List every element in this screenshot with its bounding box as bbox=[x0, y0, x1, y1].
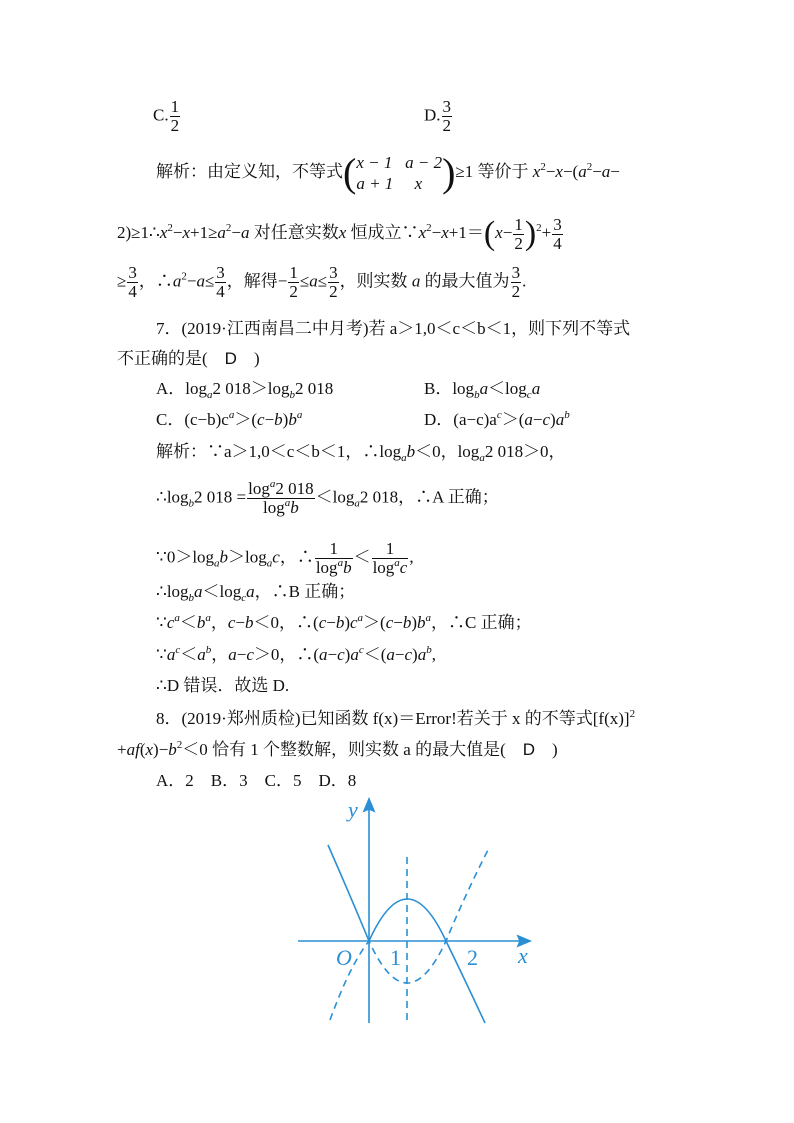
sol7-line6: $\because a^c<a^b$，a−c＞0，$\therefore(a-c)a^c<(a-c)a^b$, bbox=[156, 644, 436, 664]
sol7-line3: $\because 0>\log_ab>\log_ac$，∴ $\frac{1}{\log^ab}$ ＜ $\frac{1}{\log^ac}$ , bbox=[156, 539, 414, 577]
q7-stem: 7．(2019·江西南昌二中月考)若 a＞1,0＜c＜b＜1，则下列不等式 bbox=[156, 319, 631, 338]
x-label: x bbox=[518, 943, 528, 968]
prev-option-d: D. $\frac{3}{2}$ bbox=[424, 97, 452, 135]
q7-option-a: A．$\log_a2$ $018>\log_b2$ 018 bbox=[156, 379, 334, 401]
q7-option-d: D．$(a-c)a^c>(a-c)a^b$ bbox=[424, 409, 570, 429]
y-label: y bbox=[348, 797, 358, 822]
function-graph bbox=[290, 795, 540, 1025]
q8-stem: 8．(2019·郑州质检)已知函数 f(x)＝Error!若关于 x 的不等式$[f(x)]^2$ bbox=[156, 708, 636, 728]
q8-answer: D bbox=[522, 740, 536, 759]
sol6-line2: $2)\ge 1\therefore x^2-x+1\ge a^2-a$ 对任意实数x 恒成立$\because x^2-x+1=(x-$ $\frac{1}{2}$ )$^2$+ $\frac{3}{4}$ bbox=[117, 214, 562, 253]
sol7-line5: $\because c^a<b^a$，c−b＜0，$\therefore(c-b)c^a>(c-b)b^a$，∴C 正确； bbox=[156, 612, 532, 632]
q8-stem2: $+af(x)-b^2<0$ 恰有 1 个整数解，则实数 a 的最大值是( D ) bbox=[117, 739, 558, 759]
dashed-curve bbox=[330, 850, 488, 1020]
sol7-line7: ∴D 错误．故选 D. bbox=[156, 676, 290, 695]
tick-1-label: 1 bbox=[390, 945, 401, 970]
origin-label: O bbox=[336, 945, 352, 970]
sol7-line2: $\therefore\log_b2$ 018 = $\frac{\log^a2 018}{\log^ab}$ $<\log_a2$ 018，∴A 正确； bbox=[156, 478, 499, 517]
q7-option-c: C．$(c-b)c^a>(c-b)b^a$ bbox=[156, 409, 303, 429]
q7-answer: D bbox=[224, 349, 237, 368]
sol6-line1: 解析：由定义知，不等式( x − 1 a − 2 a + 1 x )≥1 等价于 $x^2-x-(a^2-a-$ bbox=[156, 150, 620, 195]
q8-choices: A．2 B．3 C．5 D．8 bbox=[156, 771, 357, 790]
q7-stem2: 不正确的是( D ) bbox=[117, 349, 260, 368]
y-axis-arrow bbox=[364, 799, 374, 811]
sol7-line1: 解析：∵a＞1,0＜c＜b＜1，$\therefore\log_ab<0$，$\log_a2$ 018＞0， bbox=[156, 442, 566, 464]
tick-2-label: 2 bbox=[467, 945, 478, 970]
q7-option-b: B．$\log_ba<\log_ca$ bbox=[424, 379, 541, 401]
sol7-line4: $\therefore\log_ba<\log_ca$，∴B 正确； bbox=[156, 582, 356, 604]
sol6-line3: ≥ $\frac{3}{4}$ ，$\therefore a^2-a\le$ $\frac{3}{4}$ ，解得− $\frac{1}{2}$ ≤a≤ $\frac{3}{2}$ ，则实数 a 的最大值为 $\frac{3}{2}$ . bbox=[117, 263, 527, 301]
prev-option-c: C. $\frac{1}{2}$ bbox=[153, 97, 180, 135]
matrix: x − 1 a − 2 a + 1 x bbox=[356, 153, 443, 193]
